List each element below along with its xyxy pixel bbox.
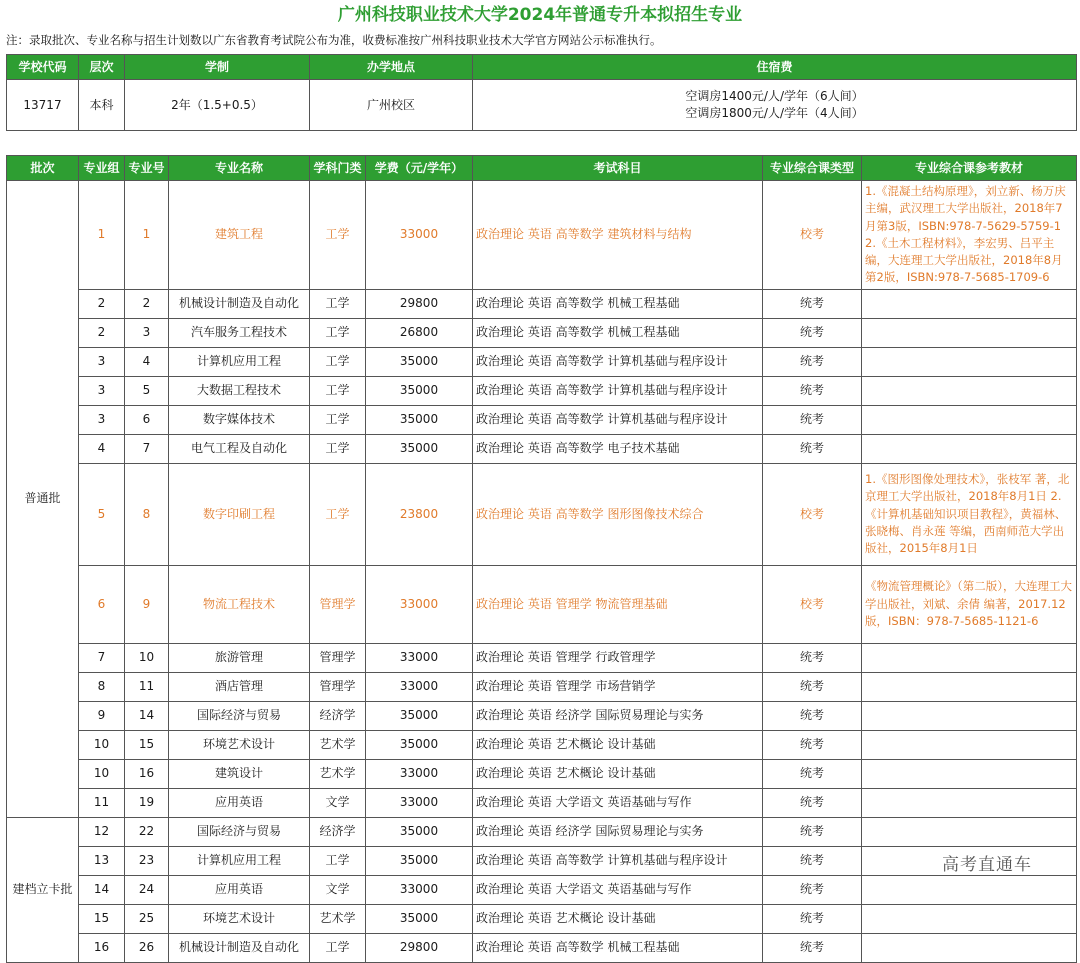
category-cell: 工学 — [310, 318, 366, 347]
school-level: 本科 — [79, 80, 125, 131]
table-row — [7, 347, 1077, 376]
reference-cell — [862, 759, 1077, 788]
major-no-cell: 19 — [125, 788, 169, 817]
school-info-row — [7, 80, 1077, 131]
table-row — [7, 565, 1077, 643]
group-cell: 12 — [79, 817, 125, 846]
exam-type-cell: 校考 — [763, 463, 862, 565]
exam-type-cell: 统考 — [763, 759, 862, 788]
major-table-header — [7, 156, 1077, 181]
subjects-cell: 政治理论 英语 高等数学 建筑材料与结构 — [473, 181, 763, 290]
category-cell: 文学 — [310, 788, 366, 817]
table-row — [7, 933, 1077, 962]
major-name-cell: 酒店管理 — [169, 672, 310, 701]
header-major-name: 专业名称 — [169, 156, 310, 181]
tuition-cell: 35000 — [366, 405, 473, 434]
major-name-cell: 数字印刷工程 — [169, 463, 310, 565]
group-cell: 2 — [79, 289, 125, 318]
major-no-cell: 3 — [125, 318, 169, 347]
subjects-cell: 政治理论 英语 艺术概论 设计基础 — [473, 904, 763, 933]
tuition-cell: 35000 — [366, 730, 473, 759]
subjects-cell: 政治理论 英语 高等数学 图形图像技术综合 — [473, 463, 763, 565]
table-row — [7, 318, 1077, 347]
reference-cell: 1.《混凝土结构原理》，刘立新、杨万庆主编，武汉理工大学出版社，2018年7月第3版，ISBN:978-7-5629-5759-1 2.《土木工程材料》，李宏男、吕平主编，大连理工大学出版社，2018年8月第2版，ISBN:978-7-5685-1709-6 — [862, 181, 1077, 290]
watermark: 高考直通车 — [942, 855, 1032, 875]
reference-cell — [862, 347, 1077, 376]
reference-cell — [862, 875, 1077, 904]
category-cell: 管理学 — [310, 672, 366, 701]
category-cell: 管理学 — [310, 643, 366, 672]
tuition-cell: 35000 — [366, 434, 473, 463]
group-cell: 4 — [79, 434, 125, 463]
major-name-cell: 物流工程技术 — [169, 565, 310, 643]
subjects-cell: 政治理论 英语 高等数学 机械工程基础 — [473, 318, 763, 347]
header-reference: 专业综合课参考教材 — [862, 156, 1077, 181]
major-no-cell: 4 — [125, 347, 169, 376]
major-name-cell: 环境艺术设计 — [169, 730, 310, 759]
reference-cell — [862, 289, 1077, 318]
group-cell: 7 — [79, 643, 125, 672]
subjects-cell: 政治理论 英语 高等数学 计算机基础与程序设计 — [473, 347, 763, 376]
reference-cell — [862, 904, 1077, 933]
category-cell: 工学 — [310, 434, 366, 463]
header-major-no: 专业号 — [125, 156, 169, 181]
major-no-cell: 8 — [125, 463, 169, 565]
major-no-cell: 15 — [125, 730, 169, 759]
exam-type-cell: 统考 — [763, 318, 862, 347]
exam-type-cell: 统考 — [763, 904, 862, 933]
reference-cell: 《物流管理概论》（第二版），大连理工大学出版社，刘斌、余倩 编著，2017.12 版，ISBN：978-7-5685-1121-6 — [862, 565, 1077, 643]
subjects-cell: 政治理论 英语 管理学 市场营销学 — [473, 672, 763, 701]
category-cell: 艺术学 — [310, 730, 366, 759]
subjects-cell: 政治理论 英语 艺术概论 设计基础 — [473, 759, 763, 788]
table-row — [7, 376, 1077, 405]
category-cell: 文学 — [310, 875, 366, 904]
major-name-cell: 旅游管理 — [169, 643, 310, 672]
exam-type-cell: 统考 — [763, 405, 862, 434]
tuition-cell: 33000 — [366, 181, 473, 290]
major-no-cell: 22 — [125, 817, 169, 846]
batch-regular: 普通批 — [7, 181, 79, 818]
exam-type-cell: 统考 — [763, 933, 862, 962]
group-cell: 5 — [79, 463, 125, 565]
major-no-cell: 11 — [125, 672, 169, 701]
header-location: 办学地点 — [310, 55, 473, 80]
exam-type-cell: 统考 — [763, 347, 862, 376]
category-cell: 管理学 — [310, 565, 366, 643]
exam-type-cell: 统考 — [763, 788, 862, 817]
group-cell: 16 — [79, 933, 125, 962]
table-row — [7, 463, 1077, 565]
tuition-cell: 29800 — [366, 289, 473, 318]
tuition-cell: 35000 — [366, 701, 473, 730]
major-name-cell: 大数据工程技术 — [169, 376, 310, 405]
school-code: 13717 — [7, 80, 79, 131]
group-cell: 2 — [79, 318, 125, 347]
major-name-cell: 机械设计制造及自动化 — [169, 933, 310, 962]
tuition-cell: 35000 — [366, 817, 473, 846]
subjects-cell: 政治理论 英语 高等数学 计算机基础与程序设计 — [473, 376, 763, 405]
major-name-cell: 国际经济与贸易 — [169, 817, 310, 846]
major-no-cell: 7 — [125, 434, 169, 463]
group-cell: 15 — [79, 904, 125, 933]
table-row — [7, 405, 1077, 434]
dorm-fee-4: 空调房1800元/人/学年（4人间） — [685, 106, 864, 120]
category-cell: 艺术学 — [310, 904, 366, 933]
tuition-cell: 33000 — [366, 788, 473, 817]
tuition-cell: 26800 — [366, 318, 473, 347]
header-group: 专业组 — [79, 156, 125, 181]
major-name-cell: 应用英语 — [169, 875, 310, 904]
reference-cell: 1.《图形图像处理技术》，张枝军 著，北京理工大学出版社，2018年8月1日 2.《计算机基础知识项目教程》，黄福林、张晓梅、肖永莲 等编，西南师范大学出版社，2015年8月1日 — [862, 463, 1077, 565]
header-duration: 学制 — [125, 55, 310, 80]
subjects-cell: 政治理论 英语 高等数学 计算机基础与程序设计 — [473, 846, 763, 875]
table-row — [7, 759, 1077, 788]
group-cell: 3 — [79, 376, 125, 405]
major-name-cell: 建筑工程 — [169, 181, 310, 290]
table-row — [7, 434, 1077, 463]
header-tuition: 学费（元/学年） — [366, 156, 473, 181]
reference-cell — [862, 817, 1077, 846]
reference-cell — [862, 788, 1077, 817]
tuition-cell: 33000 — [366, 759, 473, 788]
tuition-cell: 33000 — [366, 643, 473, 672]
header-exam-type: 专业综合课类型 — [763, 156, 862, 181]
group-cell: 1 — [79, 181, 125, 290]
major-no-cell: 5 — [125, 376, 169, 405]
subjects-cell: 政治理论 英语 高等数学 机械工程基础 — [473, 933, 763, 962]
tuition-cell: 35000 — [366, 376, 473, 405]
category-cell: 艺术学 — [310, 759, 366, 788]
exam-type-cell: 校考 — [763, 565, 862, 643]
subjects-cell: 政治理论 英语 高等数学 电子技术基础 — [473, 434, 763, 463]
school-location: 广州校区 — [310, 80, 473, 131]
reference-cell — [862, 643, 1077, 672]
major-name-cell: 国际经济与贸易 — [169, 701, 310, 730]
table-row — [7, 643, 1077, 672]
major-name-cell: 计算机应用工程 — [169, 347, 310, 376]
category-cell: 工学 — [310, 846, 366, 875]
category-cell: 工学 — [310, 405, 366, 434]
school-duration: 2年（1.5+0.5） — [125, 80, 310, 131]
exam-type-cell: 统考 — [763, 846, 862, 875]
subjects-cell: 政治理论 英语 管理学 行政管理学 — [473, 643, 763, 672]
group-cell: 13 — [79, 846, 125, 875]
major-no-cell: 9 — [125, 565, 169, 643]
table-row — [7, 730, 1077, 759]
group-cell: 10 — [79, 759, 125, 788]
group-cell: 9 — [79, 701, 125, 730]
tuition-cell: 33000 — [366, 875, 473, 904]
major-no-cell: 10 — [125, 643, 169, 672]
category-cell: 工学 — [310, 347, 366, 376]
exam-type-cell: 统考 — [763, 434, 862, 463]
major-name-cell: 机械设计制造及自动化 — [169, 289, 310, 318]
header-subjects: 考试科目 — [473, 156, 763, 181]
exam-type-cell: 统考 — [763, 817, 862, 846]
group-cell: 10 — [79, 730, 125, 759]
major-table-body — [7, 181, 1077, 963]
major-name-cell: 建筑设计 — [169, 759, 310, 788]
school-info-table — [6, 54, 1077, 131]
tuition-cell: 35000 — [366, 347, 473, 376]
major-name-cell: 环境艺术设计 — [169, 904, 310, 933]
header-category: 学科门类 — [310, 156, 366, 181]
table-row — [7, 672, 1077, 701]
category-cell: 经济学 — [310, 701, 366, 730]
major-no-cell: 2 — [125, 289, 169, 318]
category-cell: 工学 — [310, 933, 366, 962]
major-no-cell: 16 — [125, 759, 169, 788]
group-cell: 8 — [79, 672, 125, 701]
tuition-cell: 33000 — [366, 565, 473, 643]
exam-type-cell: 统考 — [763, 643, 862, 672]
major-no-cell: 6 — [125, 405, 169, 434]
tuition-cell: 33000 — [366, 672, 473, 701]
exam-type-cell: 校考 — [763, 181, 862, 290]
table-row — [7, 788, 1077, 817]
category-cell: 工学 — [310, 376, 366, 405]
table-row — [7, 904, 1077, 933]
dorm-fee-cell — [473, 80, 1077, 131]
table-row — [7, 817, 1077, 846]
header-school-code: 学校代码 — [7, 55, 79, 80]
reference-cell — [862, 376, 1077, 405]
major-name-cell: 数字媒体技术 — [169, 405, 310, 434]
tuition-cell: 23800 — [366, 463, 473, 565]
subjects-cell: 政治理论 英语 大学语文 英语基础与写作 — [473, 875, 763, 904]
major-no-cell: 25 — [125, 904, 169, 933]
table-row — [7, 875, 1077, 904]
major-no-cell: 23 — [125, 846, 169, 875]
subjects-cell: 政治理论 英语 经济学 国际贸易理论与实务 — [473, 817, 763, 846]
subjects-cell: 政治理论 英语 经济学 国际贸易理论与实务 — [473, 701, 763, 730]
group-cell: 6 — [79, 565, 125, 643]
reference-cell — [862, 701, 1077, 730]
subjects-cell: 政治理论 英语 管理学 物流管理基础 — [473, 565, 763, 643]
major-name-cell: 电气工程及自动化 — [169, 434, 310, 463]
major-name-cell: 应用英语 — [169, 788, 310, 817]
major-no-cell: 14 — [125, 701, 169, 730]
header-batch: 批次 — [7, 156, 79, 181]
tuition-cell: 35000 — [366, 904, 473, 933]
reference-cell — [862, 672, 1077, 701]
subjects-cell: 政治理论 英语 艺术概论 设计基础 — [473, 730, 763, 759]
exam-type-cell: 统考 — [763, 289, 862, 318]
reference-cell — [862, 730, 1077, 759]
category-cell: 工学 — [310, 463, 366, 565]
notice-text: 注：录取批次、专业名称与招生计划数以广东省教育考试院公布为准，收费标准按广州科技职业技术大学官方网站公示标准执行。 — [6, 33, 662, 47]
group-cell: 14 — [79, 875, 125, 904]
major-no-cell: 26 — [125, 933, 169, 962]
table-row — [7, 289, 1077, 318]
exam-type-cell: 统考 — [763, 672, 862, 701]
table-row — [7, 181, 1077, 290]
reference-cell — [862, 318, 1077, 347]
reference-cell — [862, 933, 1077, 962]
major-table — [6, 155, 1077, 963]
major-no-cell: 1 — [125, 181, 169, 290]
exam-type-cell: 统考 — [763, 701, 862, 730]
subjects-cell: 政治理论 英语 高等数学 计算机基础与程序设计 — [473, 405, 763, 434]
table-row — [7, 701, 1077, 730]
subjects-cell: 政治理论 英语 高等数学 机械工程基础 — [473, 289, 763, 318]
group-cell: 3 — [79, 405, 125, 434]
exam-type-cell: 统考 — [763, 730, 862, 759]
page-title: 广州科技职业技术大学2024年普通专升本拟招生专业 — [337, 5, 743, 25]
batch-poverty: 建档立卡批 — [7, 817, 79, 962]
tuition-cell: 29800 — [366, 933, 473, 962]
header-dorm-fee: 住宿费 — [473, 55, 1077, 80]
group-cell: 11 — [79, 788, 125, 817]
dorm-fee-6: 空调房1400元/人/学年（6人间） — [685, 89, 864, 103]
category-cell: 工学 — [310, 289, 366, 318]
reference-cell — [862, 434, 1077, 463]
major-no-cell: 24 — [125, 875, 169, 904]
reference-cell — [862, 405, 1077, 434]
tuition-cell: 35000 — [366, 846, 473, 875]
school-table-header — [7, 55, 1077, 80]
major-name-cell: 汽车服务工程技术 — [169, 318, 310, 347]
subjects-cell: 政治理论 英语 大学语文 英语基础与写作 — [473, 788, 763, 817]
category-cell: 经济学 — [310, 817, 366, 846]
exam-type-cell: 统考 — [763, 875, 862, 904]
table-row — [7, 846, 1077, 875]
header-level: 层次 — [79, 55, 125, 80]
group-cell: 3 — [79, 347, 125, 376]
major-name-cell: 计算机应用工程 — [169, 846, 310, 875]
exam-type-cell: 统考 — [763, 376, 862, 405]
category-cell: 工学 — [310, 181, 366, 290]
